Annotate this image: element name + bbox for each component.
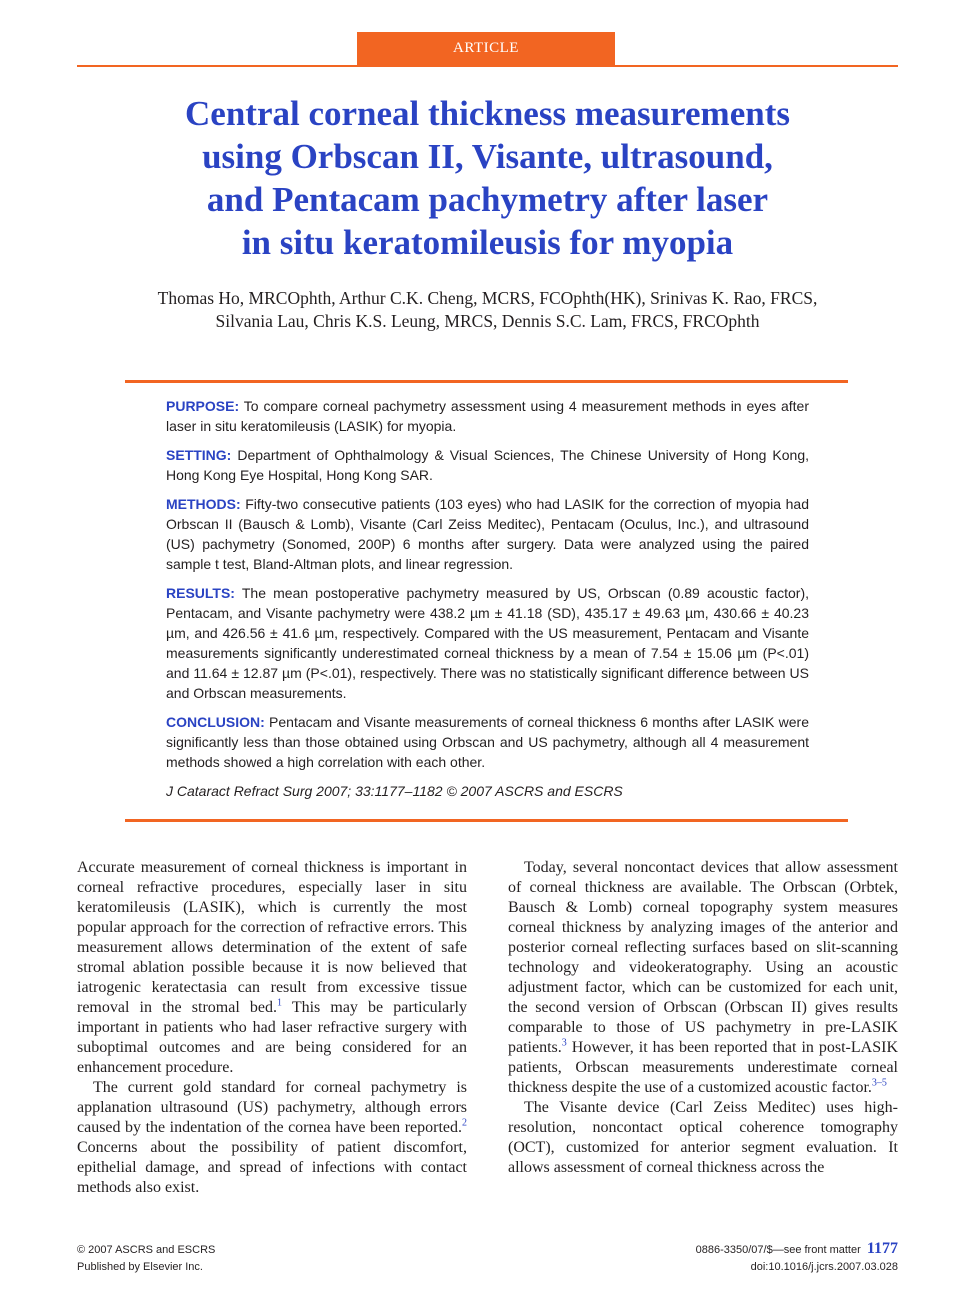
abstract-conclusion [166, 712, 809, 772]
conclusion-label: CONCLUSION: [166, 714, 265, 730]
purpose-text: To compare corneal pachymetry assessment using 4 measurement methods in eyes after laser in situ keratomileusis (LASIK) for myopia. [166, 398, 809, 434]
authors-line: Silvania Lau, Chris K.S. Leung, MRCS, Dennis S.C. Lam, FRCS, FRCOphth [215, 311, 760, 331]
paragraph [508, 858, 898, 1098]
article-title [77, 92, 898, 264]
paragraph-text: Accurate measurement of corneal thickness is important in corneal refractive procedures, especially laser in situ keratomileusis (LASIK), which is currently the most popular approach for the correction of refractive errors. This measurement allows determination of the extent of safe stromal ablation possible because it is now believed that iatrogenic keratectasia can result from excessive tissue removal in the stromal bed. [77, 859, 467, 1016]
reference-link[interactable]: 1 [276, 997, 282, 1009]
page-number: 1177 [866, 1240, 898, 1257]
results-label: RESULTS: [166, 585, 235, 601]
paragraph-text: The current gold standard for corneal pachymetry is applanation ultrasound (US) pachymetry, although errors caused by the indentation of the cornea have been reported. [77, 1079, 467, 1136]
paragraph [77, 1078, 467, 1198]
setting-text: Department of Ophthalmology & Visual Sciences, The Chinese University of Hong Kong, Hong Kong Eye Hospital, Hong Kong SAR. [166, 447, 809, 483]
abstract-methods [166, 494, 809, 574]
paragraph [77, 858, 467, 1078]
title-line: Central corneal thickness measurements [185, 94, 790, 133]
methods-text: Fifty-two consecutive patients (103 eyes) who had LASIK for the correction of myopia had Orbscan II (Bausch & Lomb), Visante (Carl Zeiss Meditec), Pentacam (Oculus, Inc.), and ultrasound (US) pachymetry (Sonomed, 200P) 6 months after surgery. Data were analyzed using the paired sample t test, Bland-Altman plots, and linear regression. [166, 496, 809, 572]
title-line: in situ keratomileusis for myopia [241, 223, 734, 262]
issn: 0886-3350/07/$—see front matter [695, 1244, 861, 1256]
abstract [166, 396, 809, 801]
authors-line: Thomas Ho, MRCOphth, Arthur C.K. Cheng, MCRS, FCOphth(HK), Srinivas K. Rao, FRCS, [157, 288, 818, 308]
paragraph [508, 1098, 898, 1178]
article-type-tag: ARTICLE [357, 32, 615, 65]
paragraph-text: However, it has been reported that in post-LASIK patients, Orbscan measurements underestimate corneal thickness despite the use of a customized acoustic factor. [508, 1039, 898, 1096]
header-rule [77, 65, 898, 67]
abstract-purpose [166, 396, 809, 436]
abstract-bottom-rule [125, 819, 848, 822]
footer-right [696, 1240, 898, 1276]
paragraph-text: This may be particularly important in patients who had laser refractive surgery with suboptimal outcomes and are being considered for an enhancement procedure. [77, 999, 467, 1076]
publisher: Published by Elsevier Inc. [77, 1261, 203, 1273]
conclusion-text: Pentacam and Visante measurements of corneal thickness 6 months after LASIK were significantly less than those obtained using Orbscan and US pachymetry, although all 4 measurement methods showed a high correlation with each other. [166, 714, 809, 770]
paragraph-text: Today, several noncontact devices that allow assessment of corneal thickness are available. The Orbscan (Orbtek, Bausch & Lomb) corneal topography system measures corneal thickness by analyzing images of the anterior and posterior corneal reflecting surfaces based on slit-scanning technology and videokeratography. Using an acoustic adjustment factor, which can be customized for each unit, the second version of Orbscan (Orbscan II) gives results comparable to those of US pachymetry in pre-LASIK patients. [508, 859, 898, 1056]
results-text: The mean postoperative pachymetry measured by US, Orbscan (0.89 acoustic factor), Pentacam, and Visante pachymetry were 438.2 µm ± 41.18 (SD), 435.17 ± 49.63 µm, 430.66 ± 40.23 µm, and 426.56 ± 41.6 µm, respectively. Compared with the US measurement, Pentacam and Visante measurements significantly underestimated corneal thickness by a mean of 7.54 ± 15.06 µm (P<.01) and 11.64 ± 12.87 µm (P<.01), respectively. There was no statistically significant difference between US and Orbscan measurements. [166, 585, 810, 701]
reference-link[interactable]: 3–5 [871, 1077, 887, 1089]
body-column-left [77, 858, 467, 1198]
copyright: © 2007 ASCRS and ESCRS [77, 1244, 216, 1256]
purpose-label: PURPOSE: [166, 398, 240, 414]
reference-link[interactable]: 2 [462, 1117, 467, 1129]
methods-label: METHODS: [166, 496, 241, 512]
setting-label: SETTING: [166, 447, 232, 463]
paragraph-text: Concerns about the possibility of patient discomfort, epithelial damage, and spread of infections with contact methods also exist. [77, 1139, 467, 1196]
title-line: using Orbscan II, Visante, ultrasound, [202, 137, 773, 176]
journal-citation: J Cataract Refract Surg 2007; 33:1177–1182 © 2007 ASCRS and ESCRS [166, 783, 623, 799]
doi[interactable]: doi:10.1016/j.jcrs.2007.03.028 [750, 1261, 898, 1273]
author-list [77, 287, 898, 333]
abstract-setting [166, 445, 809, 485]
abstract-results [166, 583, 809, 703]
title-line: and Pentacam pachymetry after laser [206, 180, 769, 219]
paragraph-text: The Visante device (Carl Zeiss Meditec) uses high-resolution, noncontact optical coherence tomography (OCT), customized for anterior segment evaluation. It allows assessment of corneal thickness across the [508, 1099, 898, 1176]
reference-link[interactable]: 3 [561, 1037, 567, 1049]
body-column-right [508, 858, 898, 1178]
footer-left [77, 1242, 215, 1276]
abstract-top-rule [125, 380, 848, 383]
